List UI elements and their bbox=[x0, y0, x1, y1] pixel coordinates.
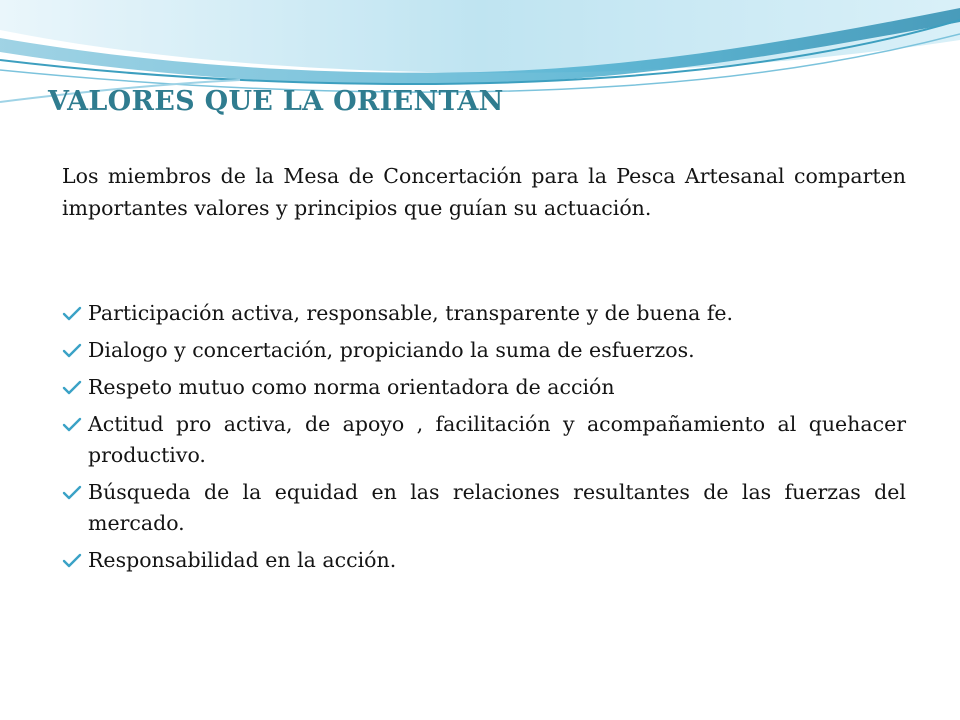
list-item-text: Respeto mutuo como norma orientadora de acción bbox=[88, 375, 615, 399]
list-item bbox=[62, 409, 906, 471]
list-item bbox=[62, 372, 906, 403]
checkmark-icon bbox=[62, 343, 82, 359]
checkmark-icon bbox=[62, 380, 82, 396]
checkmark-icon bbox=[62, 553, 82, 569]
list-item bbox=[62, 335, 906, 366]
checkmark-icon bbox=[62, 417, 82, 433]
list-item bbox=[62, 477, 906, 539]
checkmark-icon bbox=[62, 306, 82, 322]
checkmark-icon bbox=[62, 485, 82, 501]
list-item-text: Búsqueda de la equidad en las relaciones resultantes de las fuerzas del mercado. bbox=[88, 480, 906, 535]
list-item-text: Actitud pro activa, de apoyo , facilitación y acompañamiento al quehacer productivo. bbox=[88, 412, 906, 467]
list-item bbox=[62, 545, 906, 576]
intro-paragraph: Los miembros de la Mesa de Concertación para la Pesca Artesanal comparten importantes valores y principios que guían su actuación. bbox=[62, 164, 906, 220]
list-item-text: Responsabilidad en la acción. bbox=[88, 548, 397, 572]
list-item-text: Dialogo y concertación, propiciando la suma de esfuerzos. bbox=[88, 338, 695, 362]
list-item-text: Participación activa, responsable, transparente y de buena fe. bbox=[88, 301, 734, 325]
page-title: VALORES QUE LA ORIENTAN bbox=[48, 86, 504, 117]
values-list bbox=[62, 298, 906, 582]
list-item bbox=[62, 298, 906, 329]
